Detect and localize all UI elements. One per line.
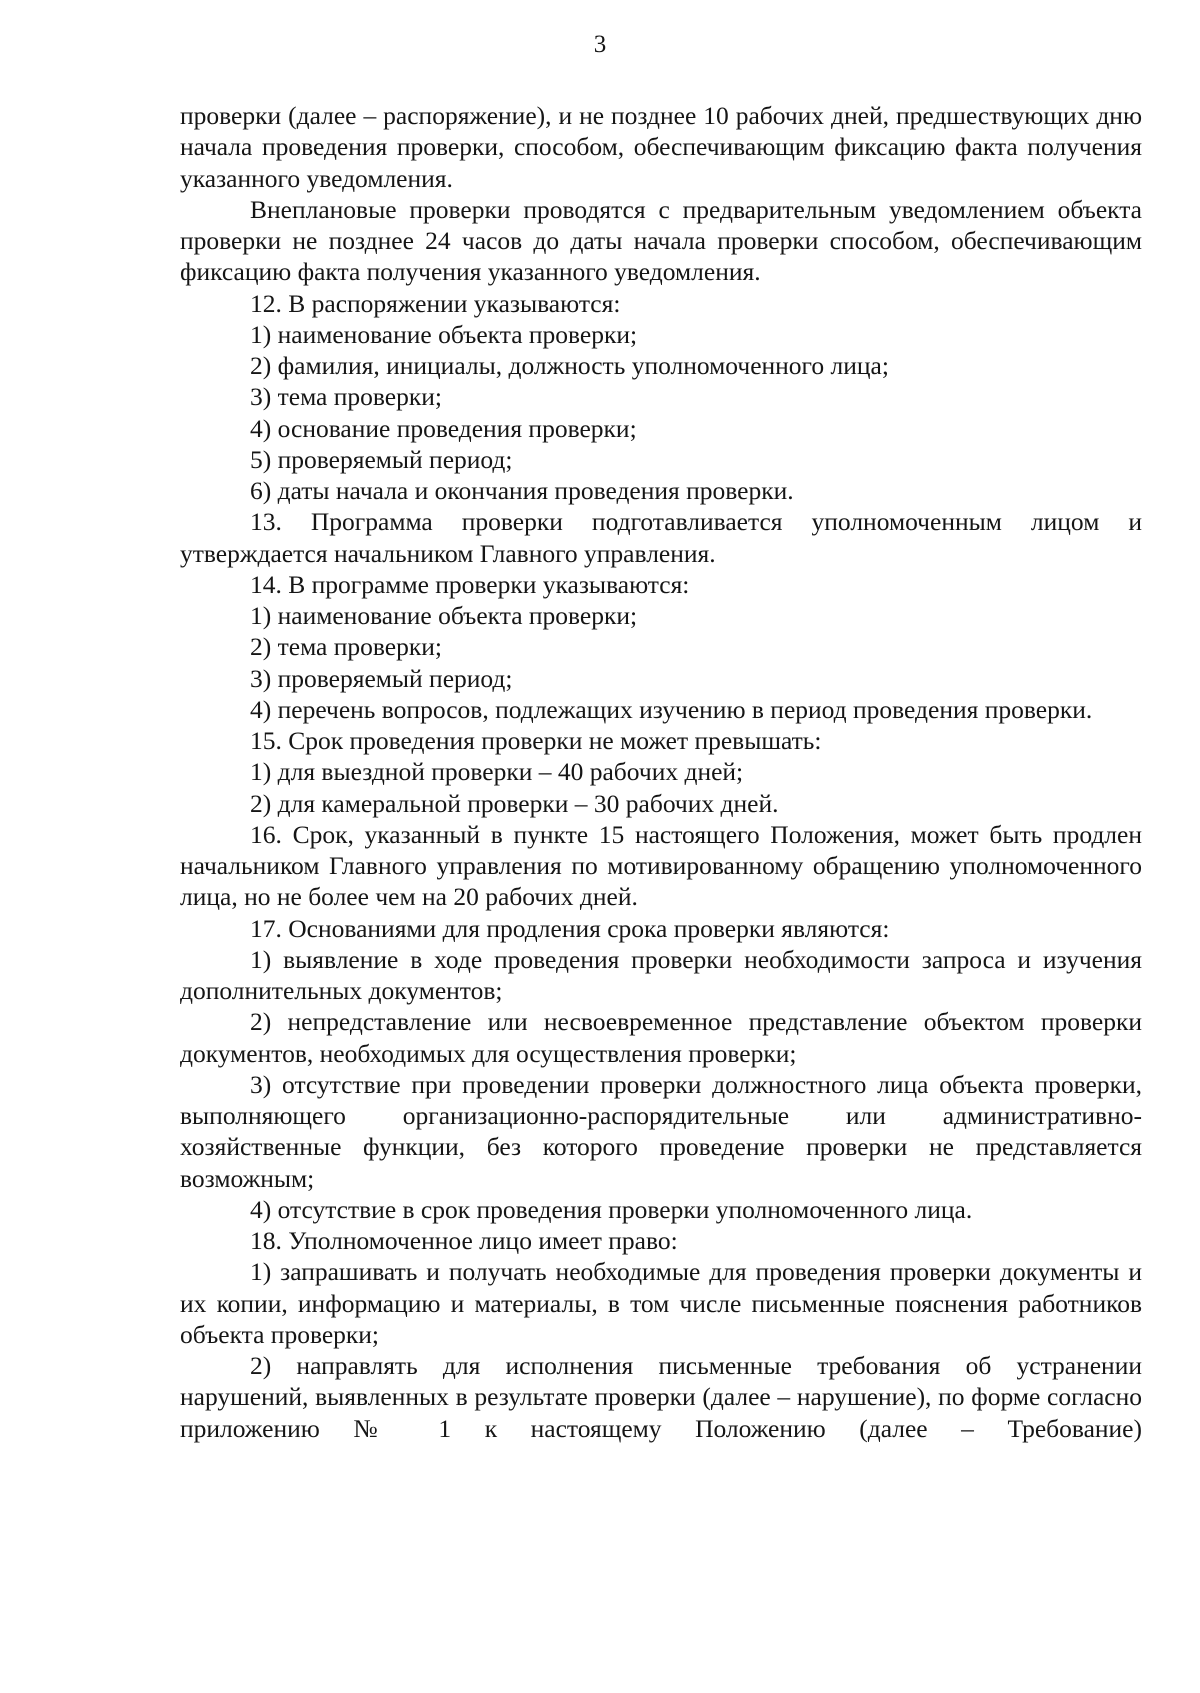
paragraph-16: 16. Срок, указанный в пункте 15 настоящего Положения, может быть продлен начальником Главного управления по мотивированному обращению уполномоченного лица, но не более чем на 20 рабочих дней.: [180, 819, 1142, 912]
list-item: 2) для камеральной проверки – 30 рабочих дней.: [250, 788, 779, 818]
list-item: 1) наименование объекта проверки;: [250, 601, 638, 630]
list-item: 1) для выездной проверки – 40 рабочих дней;: [250, 757, 744, 787]
list-item: 2) непредставление или несвоевременное представление объектом проверки документов, необходимых для осуществления проверки;: [180, 1007, 1142, 1068]
list-item: 3) проверяемый период;: [250, 663, 513, 693]
list-item: 4) основание проведения проверки;: [250, 413, 637, 443]
paragraph-14-heading: 14. В программе проверки указываются:: [250, 569, 690, 599]
paragraph-17-heading: 17. Основаниями для продления срока проверки являются:: [250, 913, 890, 943]
list-item: 1) запрашивать и получать необходимые для проведения проверки документы и их копии, информацию и материалы, в том числе письменные пояснения работников объекта проверки;: [180, 1257, 1142, 1349]
list-item: 2) тема проверки;: [250, 632, 442, 662]
list-item: 5) проверяемый период;: [250, 444, 513, 474]
page-number: 3: [593, 31, 607, 58]
paragraph-13: 13. Программа проверки подготавливается уполномоченным лицом и утверждается начальником Главного управления.: [180, 507, 1142, 568]
paragraph-12-heading: 12. В распоряжении указываются:: [250, 288, 621, 318]
document-body: [180, 100, 1142, 1444]
list-item: 1) наименование объекта проверки;: [250, 319, 638, 349]
list-item: 4) перечень вопросов, подлежащих изучению в период проведения проверки.: [250, 694, 1093, 724]
list-item: 4) отсутствие в срок проведения проверки уполномоченного лица.: [250, 1194, 973, 1224]
list-item: 3) тема проверки;: [250, 382, 442, 412]
list-item: 3) отсутствие при проведении проверки должностного лица объекта проверки, выполняющего организационно-распорядительные или административно-хозяйственные функции, без которого проведение проверки не представляется возможным;: [180, 1069, 1142, 1193]
list-item: 6) даты начала и окончания проведения проверки.: [250, 476, 794, 505]
paragraph-18-heading: 18. Уполномоченное лицо имеет право:: [250, 1226, 678, 1255]
paragraph-continuation: проверки (далее – распоряжение), и не позднее 10 рабочих дней, предшествующих дню начала проведения проверки, способом, обеспечивающим фиксацию факта получения указанного уведомления.: [180, 101, 1142, 193]
paragraph-15-heading: 15. Срок проведения проверки не может превышать:: [250, 726, 822, 755]
list-item: 2) фамилия, инициалы, должность уполномоченного лица;: [250, 351, 889, 380]
list-item: 1) выявление в ходе проведения проверки необходимости запроса и изучения дополнительных документов;: [180, 944, 1142, 1005]
paragraph-unscheduled-checks: Внеплановые проверки проводятся с предварительным уведомлением объекта проверки не позднее 24 часов до даты начала проверки способом, обеспечивающим фиксацию факта получения указанного уведомления.: [180, 194, 1142, 287]
list-item: 2) направлять для исполнения письменные требования об устранении нарушений, выявленных в результате проверки (далее – нарушение), по форме согласно приложению № 1 к настоящему Положению (далее – Требование): [180, 1351, 1142, 1443]
